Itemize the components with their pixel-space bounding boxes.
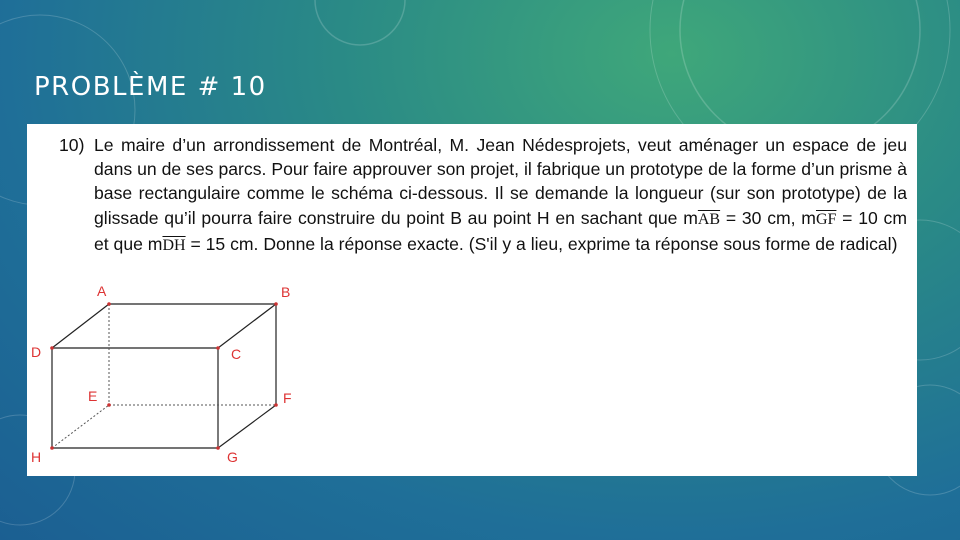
vertex-label-e: E — [88, 388, 98, 404]
problem-text-part: Le maire d’un arrondissement de Montréal, M. Jean Nédesprojets, veut aménager un espace de jeu dans un de ses parcs. Pour faire approuver son projet, il fabrique un prototype de la forme d’un prisme à base rectangulaire comme le schéma ci-dessous. Il se demande la longueur (sur son prototype) de la glissade qu’il pourra faire construire du point B au point H en sachant que m — [94, 135, 907, 228]
vertex-dot-a — [107, 302, 111, 306]
vertex-dot-b — [274, 302, 278, 306]
problem-text — [94, 133, 907, 258]
segment-dh: $\overline{DH}$ — [162, 236, 186, 254]
problem-image — [27, 124, 917, 476]
prism-diagram — [27, 279, 327, 469]
vertex-label-h: H — [31, 449, 42, 465]
problem-number: 10) — [59, 135, 85, 155]
vertex-dot-e — [107, 403, 111, 407]
vertex-label-d: D — [31, 344, 42, 360]
problem-text-part: = 30 cm, m — [720, 207, 816, 228]
segment-gf: $\overline{GF}$ — [815, 210, 837, 228]
vertex-label-b: B — [281, 284, 291, 300]
segment-ab: $\overline{AB}$ — [697, 210, 721, 228]
vertex-dot-g — [216, 446, 220, 450]
vertex-label-a: A — [97, 283, 107, 299]
vertex-label-c: C — [231, 346, 242, 362]
slide-title: PROBLÈME # 10 — [34, 72, 267, 102]
problem-text-part: = 15 cm. Donne la réponse exacte. (S'il y a lieu, exprime ta réponse sous forme de radical) — [185, 233, 898, 254]
vertex-dot-c — [216, 346, 220, 350]
vertex-label-g: G — [227, 449, 238, 465]
edge-da — [52, 304, 109, 348]
vertex-label-f: F — [283, 390, 292, 406]
problem-text-part: = 10 cm et que m — [94, 207, 907, 254]
vertex-dot-f — [274, 403, 278, 407]
vertex-dot-d — [50, 346, 54, 350]
edge-gf — [218, 405, 276, 448]
hidden-edge-he — [52, 405, 109, 448]
edge-cb — [218, 304, 276, 348]
problem-statement — [59, 133, 907, 258]
vertex-dot-h — [50, 446, 54, 450]
